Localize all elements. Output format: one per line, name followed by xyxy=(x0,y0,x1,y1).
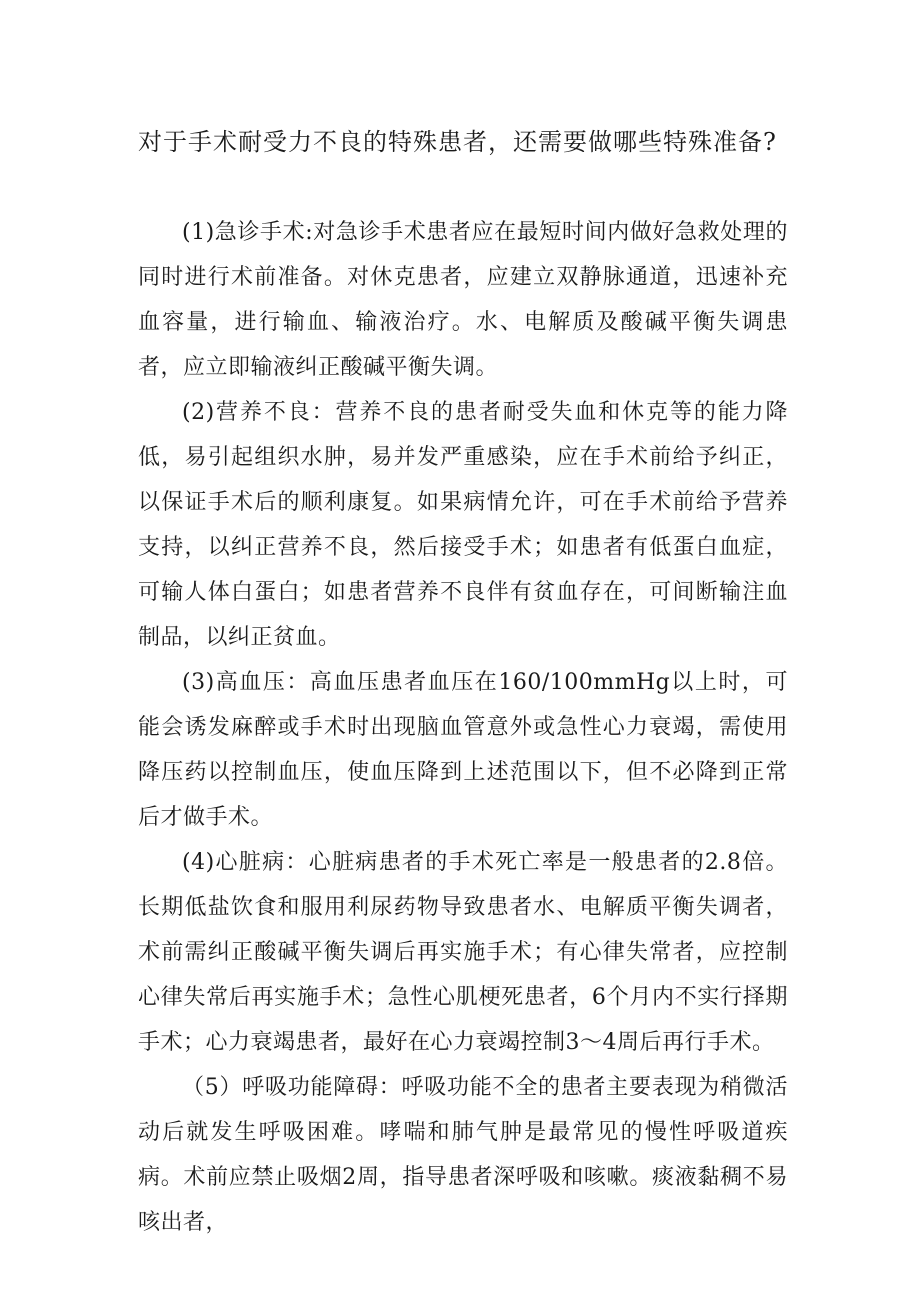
paragraph-heart-disease: (4)心脏病：心脏病患者的手术死亡率是一般患者的2.8倍。长期低盐饮食和服用利尿药物导致患者水、电解质平衡失调者，术前需纠正酸碱平衡失调后再实施手术；有心律失常者，应控制心律失常后再实施手术；急性心肌梗死患者，6个月内不实行择期手术；心力衰竭患者，最好在心力衰竭控制3～4周后再行手术。 xyxy=(138,850,788,1055)
paragraph-malnutrition: (2)营养不良：营养不良的患者耐受失血和休克等的能力降低，易引起组织水肿，易并发严重感染，应在手术前给予纠正，以保证手术后的顺利康复。如果病情允许，可在手术前给予营养支持，以纠正营养不良，然后接受手术；如患者有低蛋白血症，可输人体白蛋白；如患者营养不良伴有贫血存在，可间断输注血制品，以纠正贫血。 xyxy=(138,400,788,650)
paragraph-emergency-surgery: (1)急诊手术:对急诊手术患者应在最短时间内做好急救处理的同时进行术前准备。对休克患者，应建立双静脉通道，迅速补充血容量，进行输血、输液治疗。水、电解质及酸碱平衡失调患者，应立即输液纠正酸碱平衡失调。 xyxy=(138,220,788,380)
paragraph-hypertension: (3)高血压：高血压患者血压在160/100mmHg以上时，可能会诱发麻醉或手术时出现脑血管意外或急性心力衰竭，需使用降压药以控制血压，使血压降到上述范围以下，但不必降到正常后才做手术。 xyxy=(138,670,788,830)
document-title: 对于手术耐受力不良的特殊患者，还需要做哪些特殊准备? xyxy=(138,128,777,156)
document-body xyxy=(138,210,788,1245)
paragraph-respiratory-dysfunction: （5）呼吸功能障碍：呼吸功能不全的患者主要表现为稍微活动后就发生呼吸困难。哮喘和肺气肿是最常见的慢性呼吸道疾病。术前应禁止吸烟2周，指导患者深呼吸和咳嗽。痰液黏稠不易咳出者， xyxy=(138,1075,788,1235)
